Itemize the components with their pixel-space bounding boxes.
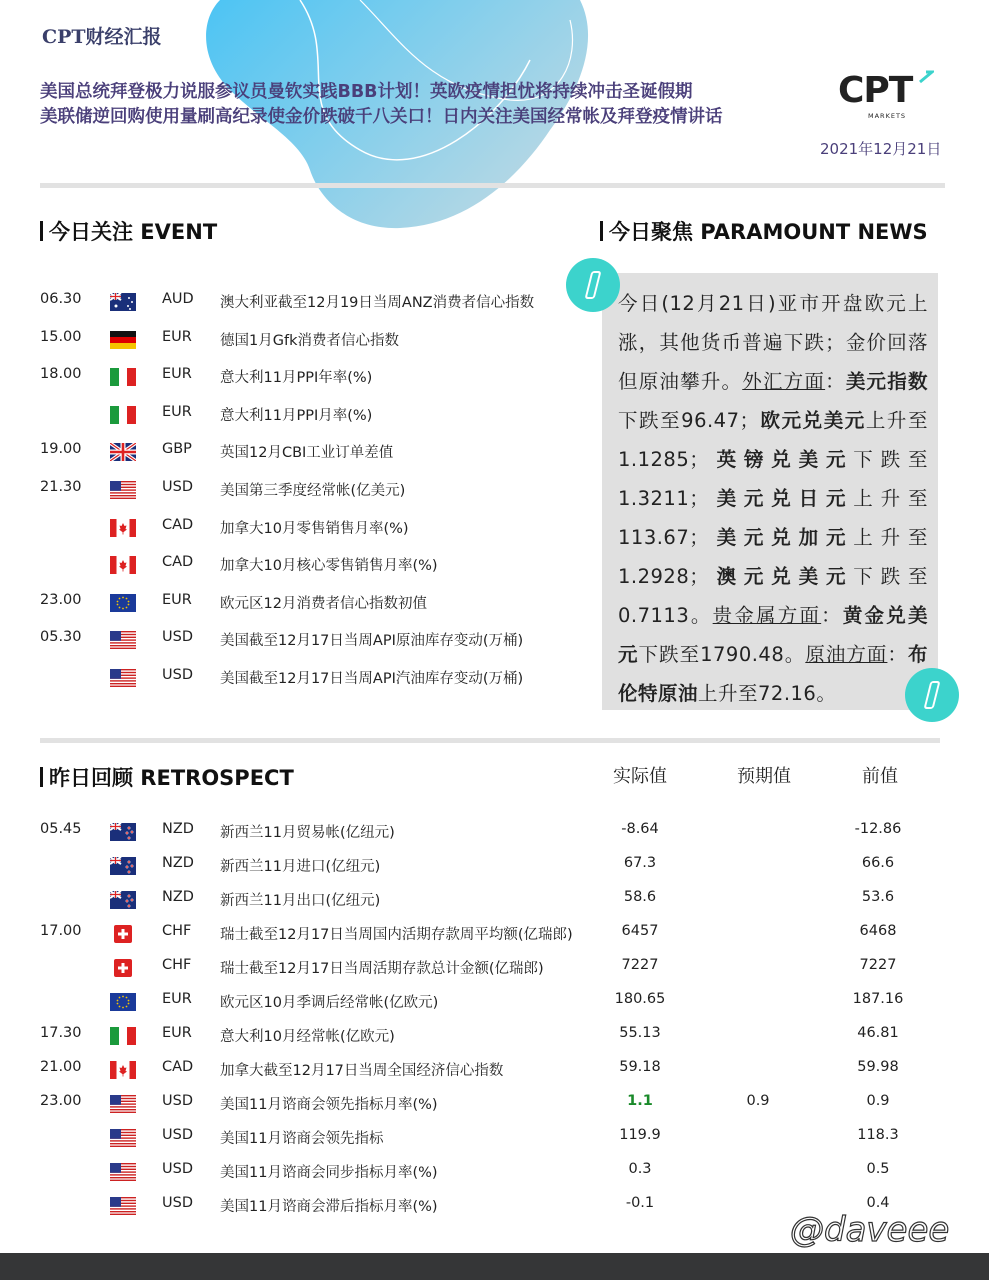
event-description: 美国截至12月17日当周API原油库存变动(万桶) [220,633,524,650]
event-description: 加拿大10月核心零售销售月率(%) [220,558,438,575]
bottom-bar [0,1253,989,1280]
retro-actual: 67.3 [623,855,657,871]
retro-row [0,923,960,953]
ch-flag-icon [110,959,136,977]
nz-flag-icon [110,823,136,841]
retro-actual: 59.18 [619,1059,661,1075]
ca-flag-icon [110,556,136,574]
news-segment: 下跌至0.7113。 [618,565,928,627]
retro-time: 17.30 [40,1025,82,1041]
news-section-title: 今日聚焦 PARAMOUNT NEWS [600,216,928,246]
us-flag-icon [110,1129,136,1147]
retro-time: 05.45 [40,821,82,837]
retro-actual: -8.64 [621,821,659,837]
us-flag-icon [110,669,136,687]
it-flag-icon [110,406,136,424]
retro-currency: NZD [162,855,194,871]
logo-arrow-icon [918,70,934,84]
news-segment: 美元指数 [845,370,928,393]
event-row [0,329,580,359]
retro-actual: 0.3 [628,1161,652,1177]
retro-previous: 7227 [859,957,897,973]
retro-previous: 53.6 [861,889,895,905]
event-currency: EUR [162,366,192,383]
event-currency: AUD [162,291,194,307]
headline-line-1: 美国总统拜登极力说服参议员曼钦实践BBB计划！英欧疫情担忧将持续冲击圣诞假期 [40,82,693,102]
retro-row [0,855,960,885]
retro-description: 意大利10月经常帐(亿欧元) [220,1029,395,1045]
ca-flag-icon [110,519,136,537]
quote-icon [905,668,959,722]
event-description: 欧元区12月消费者信心指数初值 [220,595,427,612]
event-currency: USD [162,479,193,495]
retro-row [0,889,960,919]
event-row [0,592,580,622]
eu-flag-icon [110,594,136,612]
event-currency: EUR [162,403,192,420]
news-segment: 美元兑日元 [709,487,854,510]
news-segment: 今日(12月21日)亚市开盘欧元上涨，其他货币普遍下跌；金价回落但原油攀升。 [618,292,928,393]
retro-description: 美国11月谘商会领先指标 [220,1131,384,1147]
retro-previous: 6468 [859,923,897,939]
retro-previous: -12.86 [854,821,902,837]
event-row [0,291,580,321]
retro-description: 美国11月谘商会领先指标月率(%) [220,1097,438,1113]
retro-currency: USD [162,1161,193,1177]
event-description: 意大利11月PPI年率(%) [220,370,373,387]
news-segment: 布伦特原油 [618,643,928,705]
it-flag-icon [110,368,136,386]
retro-previous: 0.4 [866,1195,890,1211]
retro-currency: CHF [162,957,192,973]
retro-description: 瑞士截至12月17日当周活期存款总计金额(亿瑞郎) [220,961,544,977]
us-flag-icon [110,631,136,649]
watermark: @daveee [790,1210,950,1250]
retro-currency: CAD [162,1059,194,1075]
us-flag-icon [110,1197,136,1215]
event-description: 英国12月CBI工业订单差值 [220,445,394,462]
nz-flag-icon [110,891,136,909]
header-expected: 预期值 [737,766,791,787]
retro-previous: 59.98 [857,1059,899,1075]
nz-flag-icon [110,857,136,875]
retro-currency: USD [162,1195,193,1211]
event-time: 19.00 [40,441,82,458]
news-segment: 下跌至1.3211； [618,448,928,510]
eu-flag-icon [110,993,136,1011]
retro-actual: -0.1 [625,1195,655,1211]
retro-actual: 180.65 [614,991,666,1007]
event-section-title: 今日关注 EVENT [40,216,217,246]
event-row [0,404,580,434]
news-segment: 下跌至96.47； [618,409,760,432]
event-time: 06.30 [40,291,82,307]
news-segment: ： [887,643,908,666]
news-segment: 上升至1.2928； [618,526,928,588]
news-segment: 下跌至1790.48。 [638,643,806,666]
retro-row [0,1025,960,1055]
event-description: 澳大利亚截至12月19日当周ANZ消费者信心指数 [220,295,535,311]
de-flag-icon [110,331,136,349]
retro-description: 欧元区10月季调后经常帐(亿欧元) [220,995,439,1011]
retro-expected: 0.9 [746,1093,770,1109]
retro-description: 新西兰11月进口(亿纽元) [220,859,381,875]
retro-row [0,1127,960,1157]
retro-description: 加拿大截至12月17日当周全国经济信心指数 [220,1063,504,1079]
retro-currency: EUR [162,1025,192,1041]
event-currency: CAD [162,516,194,533]
ch-flag-icon [110,925,136,943]
event-row [0,667,580,697]
headline-line-2: 美联储逆回购使用量刷高纪录使金价跌破千八关口！日内关注美国经常帐及拜登疫情讲话 [40,107,723,127]
retro-currency: EUR [162,991,192,1007]
news-segment: 上升至72.16。 [698,682,837,705]
logo-sub: MARKETS [868,112,907,120]
event-time: 18.00 [40,366,82,383]
retro-currency: NZD [162,821,194,837]
event-description: 美国第三季度经常帐(亿美元) [220,483,406,499]
gb-flag-icon [110,443,136,461]
news-segment: 英镑兑美元 [709,448,854,471]
event-description: 美国截至12月17日当周API汽油库存变动(万桶) [220,671,524,687]
event-row [0,366,580,396]
retro-actual: 6457 [621,923,659,939]
divider-top [40,183,945,188]
news-segment: 原油方面 [805,643,888,666]
news-segment: 外汇方面 [742,370,826,393]
news-segment: ： [821,604,843,627]
retro-row [0,1093,960,1123]
event-currency: EUR [162,591,192,608]
retro-actual: 55.13 [619,1025,661,1041]
event-currency: EUR [162,328,192,345]
retro-time: 23.00 [40,1093,82,1109]
retro-previous: 187.16 [852,991,904,1007]
retro-previous: 46.81 [857,1025,899,1041]
retro-description: 瑞士截至12月17日当周国内活期存款周平均额(亿瑞郎) [220,927,573,943]
ca-flag-icon [110,1061,136,1079]
us-flag-icon [110,481,136,499]
event-row [0,629,580,659]
us-flag-icon [110,1163,136,1181]
retro-section-title: 昨日回顾 RETROSPECT [40,762,294,792]
headline [40,80,820,130]
retro-row [0,957,960,987]
au-flag-icon [110,293,136,311]
event-row [0,554,580,584]
cpt-logo [838,70,938,122]
news-segment: 美元兑加元 [709,526,854,549]
news-segment: 上升至1.1285； [618,409,928,471]
event-currency: USD [162,629,193,646]
retro-time: 17.00 [40,923,82,939]
retro-actual: 119.9 [619,1127,661,1143]
retro-currency: NZD [162,889,194,905]
retro-description: 新西兰11月出口(亿纽元) [220,893,381,909]
event-description: 加拿大10月零售销售月率(%) [220,520,409,537]
header-actual: 实际值 [613,766,667,787]
logo-text: CPT [838,70,913,111]
header-previous: 前值 [862,766,898,787]
event-row [0,441,580,471]
news-segment: 上升至113.67； [618,487,928,549]
retro-actual: 58.6 [623,889,657,905]
event-time: 23.00 [40,591,82,608]
retro-previous: 118.3 [857,1127,899,1143]
quote-icon [566,258,620,312]
event-currency: USD [162,667,193,683]
retro-description: 美国11月谘商会滞后指标月率(%) [220,1199,438,1215]
event-currency: CAD [162,554,194,571]
it-flag-icon [110,1027,136,1045]
retro-previous: 0.9 [866,1093,890,1109]
retro-time: 21.00 [40,1059,82,1075]
retro-currency: USD [162,1093,193,1109]
report-date: 2021年12月21日 [820,140,942,158]
news-paragraph [618,284,928,713]
news-segment: 澳元兑美元 [709,565,854,588]
event-time: 21.30 [40,479,82,495]
retro-actual: 1.1 [627,1093,653,1109]
event-time: 15.00 [40,328,82,345]
divider-middle [40,738,940,743]
retro-row [0,991,960,1021]
retro-row [0,1059,960,1089]
event-row [0,479,580,509]
event-description: 德国1月Gfk消费者信心指数 [220,332,399,349]
retro-row [0,1161,960,1191]
retro-description: 新西兰11月贸易帐(亿纽元) [220,825,395,841]
news-segment: 欧元兑美元 [759,409,866,432]
retro-previous: 0.5 [866,1161,890,1177]
brand-title: CPT财经汇报 [42,26,162,48]
news-segment: 贵金属方面 [712,604,822,627]
retro-previous: 66.6 [861,855,895,871]
retro-row [0,821,960,851]
retro-currency: CHF [162,923,192,939]
retro-currency: USD [162,1127,193,1143]
retro-description: 美国11月谘商会同步指标月率(%) [220,1165,438,1181]
news-segment: ： [825,370,846,393]
us-flag-icon [110,1095,136,1113]
event-currency: GBP [162,441,192,458]
event-time: 05.30 [40,629,82,646]
retro-actual: 7227 [621,957,659,973]
event-row [0,517,580,547]
event-description: 意大利11月PPI月率(%) [220,407,373,424]
news-segment: 黄金兑美元 [618,604,928,666]
